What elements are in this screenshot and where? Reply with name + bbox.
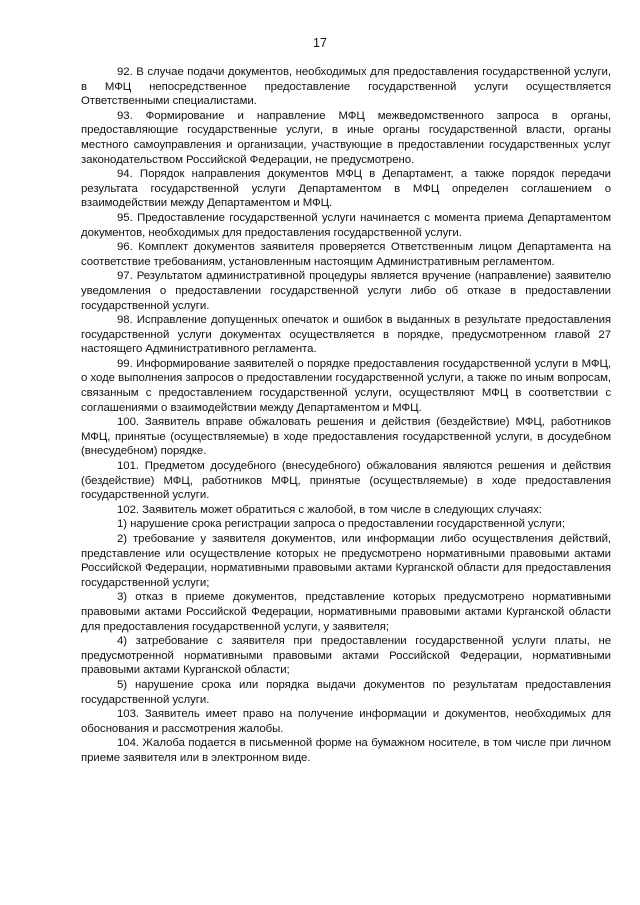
paragraph-97: 97. Результатом административной процедуры является вручение (направление) заявителю уведомления о предоставлении государственной услуги либо об отказе в предоставлении государственной услуги.	[81, 270, 611, 312]
paragraph-93: 93. Формирование и направление МФЦ межведомственного запроса в органы, предоставляющие государственные услуги, в иные органы государственной власти, органы местного самоуправления и организации, участвующие в предоставлении государственных услуг законодательством Российской Федерации, не предусмотрено.	[81, 109, 611, 166]
list-item-4: 4) затребование с заявителя при предоставлении государственной услуги платы, не предусмотренной нормативными правовыми актами Российской Федерации, нормативными правовыми актами Курганской области;	[81, 635, 611, 677]
list-item-3: 3) отказ в приеме документов, представление которых предусмотрено нормативными правовыми актами Российской Федерации, нормативными правовыми актами Курганской области для предоставления государственной услуги, у заявителя;	[81, 591, 611, 633]
paragraph-95: 95. Предоставление государственной услуги начинается с момента приема Департаментом документов, необходимых для предоставления государственной услуги.	[81, 211, 611, 239]
paragraph-104: 104. Жалоба подается в письменной форме на бумажном носителе, в том числе при личном приеме заявителя или в электронном виде.	[81, 737, 611, 764]
paragraph-103: 103. Заявитель имеет право на получение информации и документов, необходимых для обоснования и рассмотрения жалобы.	[81, 708, 611, 735]
document-body	[81, 65, 611, 766]
paragraph-98: 98. Исправление допущенных опечаток и ошибок в выданных в результате предоставления государственной услуги документах осуществляется в порядке, предусмотренном главой 27 настоящего Административного регламента.	[81, 314, 611, 356]
list-item-1: 1) нарушение срока регистрации запроса о предоставлении государственной услуги;	[117, 518, 565, 531]
paragraph-99: 99. Информирование заявителей о порядке предоставления государственной услуги в МФЦ, о ходе выполнения запросов о предоставлении государственной услуги, а также по иным вопросам, связанным с предоставлением государственной услуги, осуществляют МФЦ в соответствии с соглашениями о взаимодействии между Департаментом и МФЦ.	[81, 357, 611, 414]
paragraph-101: 101. Предметом досудебного (внесудебного) обжалования являются решения и действия (бездействие) МФЦ, работников МФЦ, принятые (осуществляемые) в ходе предоставления государственной услуги.	[81, 460, 611, 502]
list-item-2: 2) требование у заявителя документов, или информации либо осуществления действий, представление или осуществление которых не предусмотрено нормативными правовыми актами Российской Федерации, нормативными правовыми актами Курганской области для предоставления государственной услуги;	[81, 533, 611, 589]
paragraph-92: 92. В случае подачи документов, необходимых для предоставления государственной услуги, в МФЦ непосредственное предоставление государственной услуги осуществляется Ответственными специалистами.	[81, 66, 611, 108]
page-number: 17	[313, 36, 327, 50]
paragraph-102: 102. Заявитель может обратиться с жалобой, в том числе в следующих случаях:	[117, 503, 542, 516]
paragraph-96: 96. Комплект документов заявителя проверяется Ответственным лицом Департамента на соответствие требованиям, установленным настоящим Административным регламентом.	[81, 241, 611, 268]
list-item-5: 5) нарушение срока или порядка выдачи документов по результатам предоставления государственной услуги.	[81, 678, 611, 706]
paragraph-100: 100. Заявитель вправе обжаловать решения и действия (бездействие) МФЦ, работников МФЦ, принятые (осуществляемые) в ходе предоставления государственной услуги, в досудебном (внесудебном) порядке.	[81, 416, 611, 458]
paragraph-94: 94. Порядок направления документов МФЦ в Департамент, а также порядок передачи результата государственной услуги Департаментом в МФЦ определен соглашением о взаимодействии между Департаментом и МФЦ.	[81, 168, 611, 210]
